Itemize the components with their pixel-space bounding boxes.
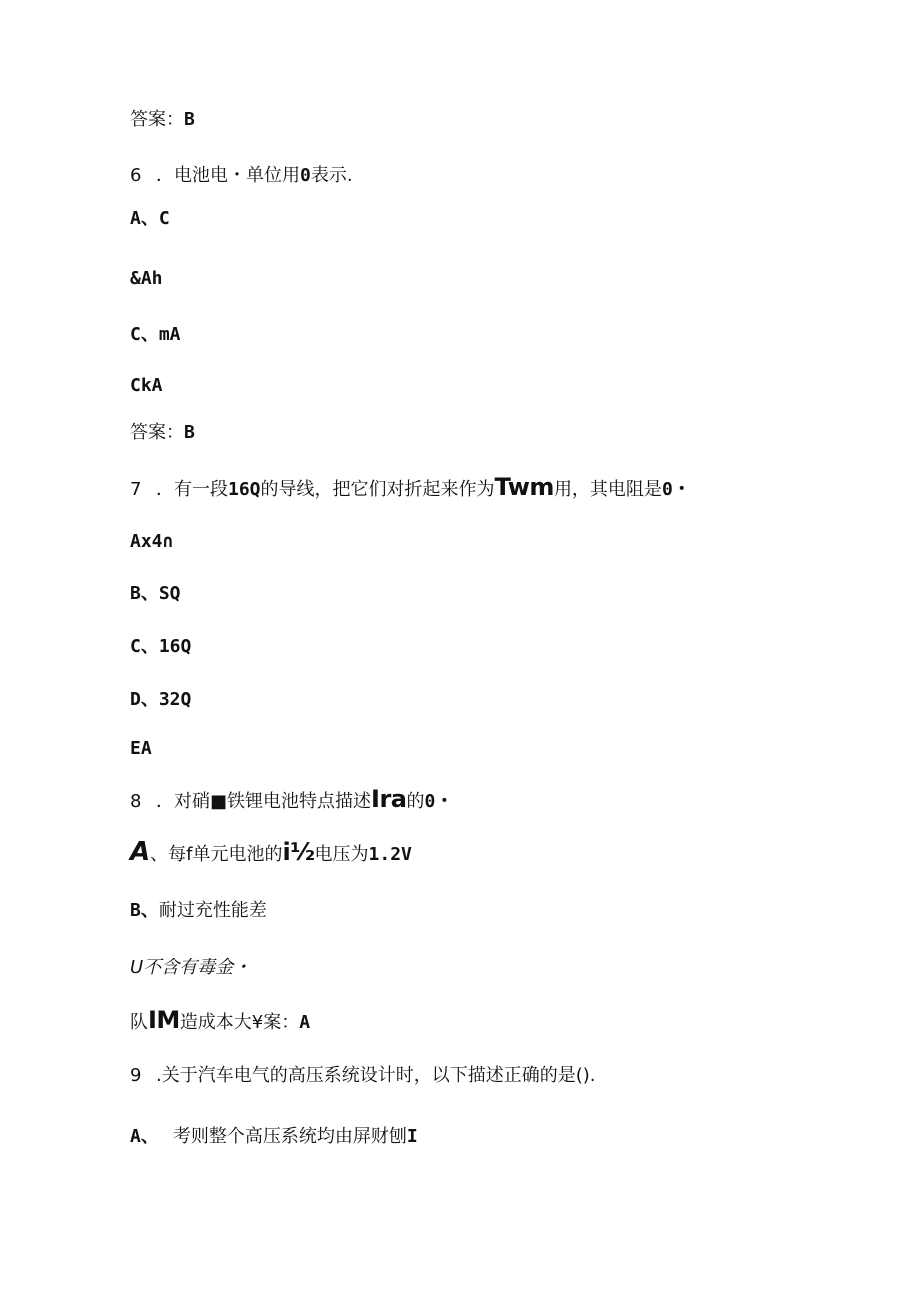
option-7b: B、SQ	[130, 583, 181, 604]
option-6a: A、C	[130, 208, 170, 229]
option-7c: C、16Q	[130, 636, 192, 657]
answer-line-5: 答案：B	[130, 109, 195, 130]
question-8: 8 ．对硝■铁锂电池特点描述Ira的0・	[130, 785, 454, 813]
answer-line-6: 答案：B	[130, 422, 195, 443]
option-8d-answer: 队IM造成本大¥案：A	[130, 1006, 311, 1034]
option-9a: A、 考则整个高压系统均由屏财刨I	[130, 1126, 418, 1147]
option-6b: &Ah	[130, 268, 163, 289]
option-7a: Ax4∩	[130, 531, 174, 552]
option-6c: C、mA	[130, 324, 181, 345]
option-8c: U不含有毒金・	[130, 957, 252, 978]
question-9: 9 .关于汽车电气的高压系统设计时，以下描述正确的是().	[130, 1065, 596, 1086]
option-6d: CkA	[130, 375, 163, 396]
answer-line-7: EA	[130, 738, 152, 759]
option-8b: B、耐过充性能差	[130, 900, 267, 921]
option-7d: D、32Q	[130, 689, 192, 710]
option-8a: A、每f单元电池的i½电压为1.2V	[130, 837, 412, 867]
question-6: 6 ．电池电・单位用0表示.	[130, 165, 353, 186]
question-7: 7 ．有一段16Q的导线，把它们对折起来作为Twm用，其电阻是0・	[130, 473, 691, 501]
